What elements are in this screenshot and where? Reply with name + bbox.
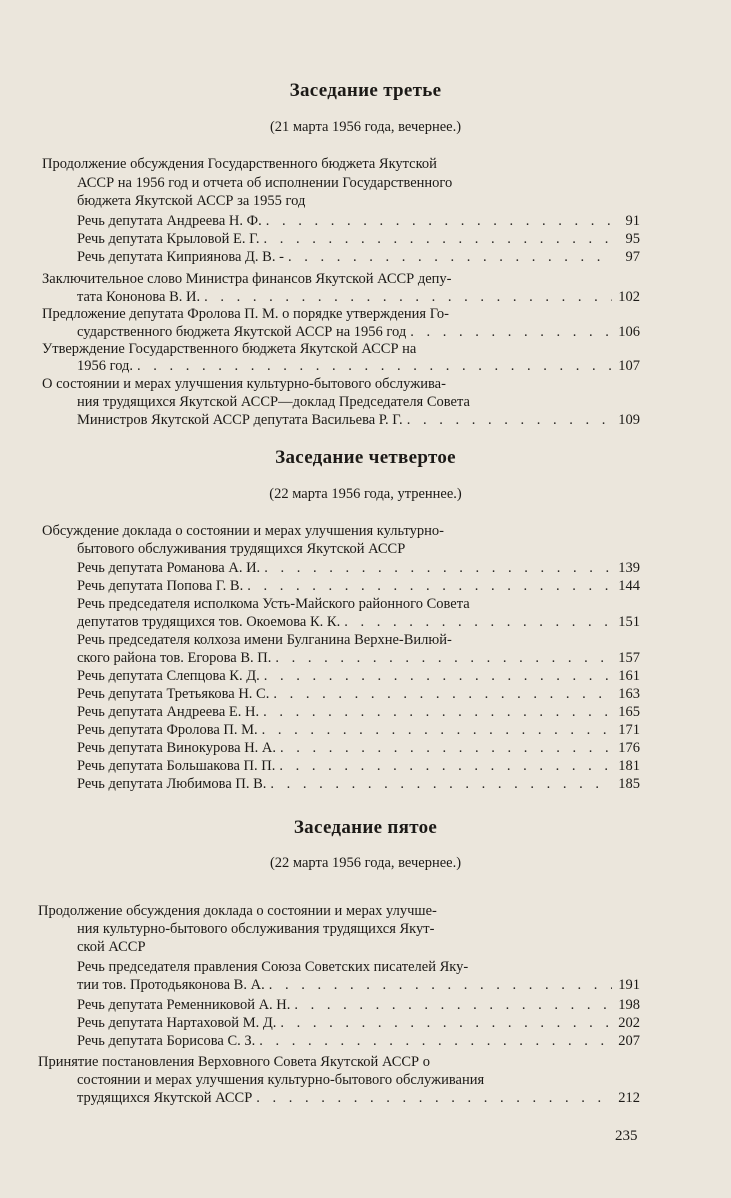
- dot-leader: [137, 357, 612, 375]
- dot-leader: [269, 976, 612, 994]
- dot-leader: [204, 288, 612, 306]
- entry-text: депутатов трудящихся тов. Окоемова К. К.: [77, 614, 341, 630]
- dot-leader: [279, 757, 612, 775]
- toc-entry: [77, 667, 640, 685]
- toc-entry: [77, 357, 640, 375]
- entry-text: АССР на 1956 год и отчета об исполнении Государственного: [77, 175, 453, 191]
- entry-page-number: 212: [618, 1090, 640, 1106]
- entry-text: Речь председателя колхоза имени Булганина Верхне-Вилюй-: [77, 632, 452, 648]
- entry-text: Речь депутата Нартаховой М. Д.: [77, 1015, 277, 1031]
- dot-leader: [256, 1089, 612, 1107]
- toc-entry: [77, 721, 640, 739]
- entry-text: ния трудящихся Якутской АССР—доклад Председателя Совета: [77, 394, 470, 410]
- toc-text-line: [77, 595, 640, 613]
- toc-entry: [77, 703, 640, 721]
- dot-leader: [264, 667, 612, 685]
- entry-text: Продолжение обсуждения Государственного бюджета Якутской: [42, 156, 437, 172]
- toc-entry: [77, 613, 640, 631]
- entry-page-number: 202: [618, 1015, 640, 1031]
- entry-page-number: 151: [618, 614, 640, 630]
- entry-text: Речь депутата Андреева Н. Ф.: [77, 213, 262, 229]
- entry-page-number: 139: [618, 560, 640, 576]
- section-date: (22 марта 1956 года, утреннее.): [269, 486, 462, 502]
- entry-text: Речь депутата Третьякова Н. С.: [77, 686, 270, 702]
- entry-text: Речь депутата Слепцова К. Д.: [77, 668, 260, 684]
- section-title: Заседание четвертое: [275, 447, 456, 468]
- entry-text: Речь депутата Попова Г. В.: [77, 578, 244, 594]
- toc-text-line: [77, 631, 640, 649]
- dot-leader: [263, 703, 612, 721]
- entry-page-number: 163: [618, 686, 640, 702]
- entry-text: Речь депутата Романова А. И.: [77, 560, 261, 576]
- dot-leader: [273, 685, 612, 703]
- toc-entry: [77, 996, 640, 1014]
- toc-entry: [77, 685, 640, 703]
- entry-page-number: 198: [618, 997, 640, 1013]
- toc-entry: [77, 230, 640, 248]
- dot-leader: [266, 212, 612, 230]
- toc-entry: [77, 323, 640, 341]
- toc-entry: [77, 649, 640, 667]
- toc-text-line: [42, 270, 640, 288]
- dot-leader: [259, 1032, 612, 1050]
- entry-page-number: 181: [618, 758, 640, 774]
- entry-text: Речь депутата Андреева Е. Н.: [77, 704, 260, 720]
- toc-text-line: [77, 958, 640, 976]
- entry-text: Речь председателя исполкома Усть-Майского районного Совета: [77, 596, 470, 612]
- entry-text: Заключительное слово Министра финансов Якутской АССР депу-: [42, 271, 452, 287]
- entry-text: ской АССР: [77, 939, 146, 955]
- entry-page-number: 161: [618, 668, 640, 684]
- entry-page-number: 102: [618, 289, 640, 305]
- entry-text: Речь депутата Киприянова Д. В. -: [77, 249, 284, 265]
- entry-text: Речь депутата Фролова П. М.: [77, 722, 258, 738]
- toc-text-line: [42, 155, 612, 173]
- section-date: (21 марта 1956 года, вечернее.): [269, 119, 462, 135]
- dot-leader: [294, 996, 612, 1014]
- entry-text: Министров Якутской АССР депутата Васильева Р. Г.: [77, 412, 403, 428]
- entry-text: Речь депутата Винокурова Н. А.: [77, 740, 277, 756]
- toc-entry: [77, 1032, 640, 1050]
- dot-leader: [280, 739, 612, 757]
- entry-text: Предложение депутата Фролова П. М. о порядке утверждения Го-: [42, 306, 449, 322]
- entry-text: ния культурно-бытового обслуживания трудящихся Якут-: [77, 921, 435, 937]
- entry-text: бытового обслуживания трудящихся Якутской АССР: [77, 541, 406, 557]
- toc-text-line: [77, 540, 640, 558]
- toc-entry: [77, 559, 640, 577]
- dot-leader: [270, 775, 612, 793]
- toc-text-line: [77, 1071, 640, 1089]
- dot-leader: [247, 577, 612, 595]
- entry-text: сударственного бюджета Якутской АССР на 1956 год: [77, 324, 407, 340]
- toc-entry: [77, 212, 640, 230]
- entry-text: Обсуждение доклада о состоянии и мерах улучшения культурно-: [42, 523, 444, 539]
- entry-page-number: 185: [618, 776, 640, 792]
- entry-text: Речь депутата Ременниковой А. Н.: [77, 997, 291, 1013]
- entry-text: Речь председателя правления Союза Советских писателей Яку-: [77, 959, 469, 975]
- entry-text: Речь депутата Большакова П. П.: [77, 758, 276, 774]
- dot-leader: [344, 613, 612, 631]
- toc-entry: [77, 577, 640, 595]
- section-date: (22 марта 1956 года, вечернее.): [269, 855, 462, 871]
- toc-entry: [77, 976, 640, 994]
- entry-page-number: 106: [618, 324, 640, 340]
- dot-leader: [280, 1014, 612, 1032]
- toc-text-line: [77, 174, 612, 192]
- entry-text: трудящихся Якутской АССР: [77, 1090, 253, 1106]
- entry-text: Речь депутата Любимова П. В.: [77, 776, 267, 792]
- entry-page-number: 171: [618, 722, 640, 738]
- toc-entry: [77, 757, 640, 775]
- toc-text-line: [38, 1053, 640, 1071]
- entry-text: состоянии и мерах улучшения культурно-бытового обслуживания: [77, 1072, 485, 1088]
- toc-text-line: [77, 920, 600, 938]
- toc-text-line: [77, 938, 600, 956]
- entry-text: Продолжение обсуждения доклада о состоянии и мерах улучше-: [38, 903, 437, 919]
- entry-text: тии тов. Протодьяконова В. А.: [77, 977, 265, 993]
- entry-page-number: 91: [625, 213, 640, 229]
- dot-leader: [262, 721, 612, 739]
- toc-entry: [77, 411, 640, 429]
- toc-entry: [77, 1014, 640, 1032]
- entry-page-number: 107: [618, 358, 640, 374]
- entry-text: тата Кононова В. И.: [77, 289, 201, 305]
- toc-text-line: [38, 902, 600, 920]
- entry-text: Утверждение Государственного бюджета Якутской АССР на: [42, 341, 417, 357]
- toc-entry: [77, 739, 640, 757]
- entry-text: О состоянии и мерах улучшения культурно-бытового обслужива-: [42, 376, 446, 392]
- dot-leader: [264, 559, 612, 577]
- entry-page-number: 95: [625, 231, 640, 247]
- entry-page-number: 165: [618, 704, 640, 720]
- toc-entry: [77, 248, 640, 266]
- entry-page-number: 144: [618, 578, 640, 594]
- entry-text: 1956 год.: [77, 358, 134, 374]
- entry-page-number: 109: [618, 412, 640, 428]
- entry-text: ского района тов. Егорова В. П.: [77, 650, 272, 666]
- toc-text-line: [42, 375, 640, 393]
- entry-text: Принятие постановления Верховного Совета Якутской АССР о: [38, 1054, 430, 1070]
- entry-page-number: 176: [618, 740, 640, 756]
- entry-page-number: 191: [618, 977, 640, 993]
- toc-text-line: [42, 522, 640, 540]
- entry-page-number: 207: [618, 1033, 640, 1049]
- toc-text-line: [42, 340, 640, 358]
- toc-text-line: [42, 305, 640, 323]
- toc-entry: [77, 1089, 640, 1107]
- entry-page-number: 97: [625, 249, 640, 265]
- dot-leader: [410, 323, 612, 341]
- dot-leader: [407, 411, 612, 429]
- toc-entry: [77, 775, 640, 793]
- toc-text-line: [77, 393, 640, 411]
- dot-leader: [263, 230, 612, 248]
- entry-text: Речь депутата Борисова С. З.: [77, 1033, 256, 1049]
- entry-page-number: 157: [618, 650, 640, 666]
- entry-text: Речь депутата Крыловой Е. Г.: [77, 231, 260, 247]
- toc-text-line: [77, 192, 612, 210]
- dot-leader: [288, 248, 612, 266]
- section-title: Заседание третье: [289, 80, 442, 101]
- page-number: 235: [615, 1128, 638, 1144]
- dot-leader: [275, 649, 612, 667]
- entry-text: бюджета Якутской АССР за 1955 год: [77, 193, 306, 209]
- section-title: Заседание пятое: [293, 817, 438, 838]
- toc-entry: [77, 288, 640, 306]
